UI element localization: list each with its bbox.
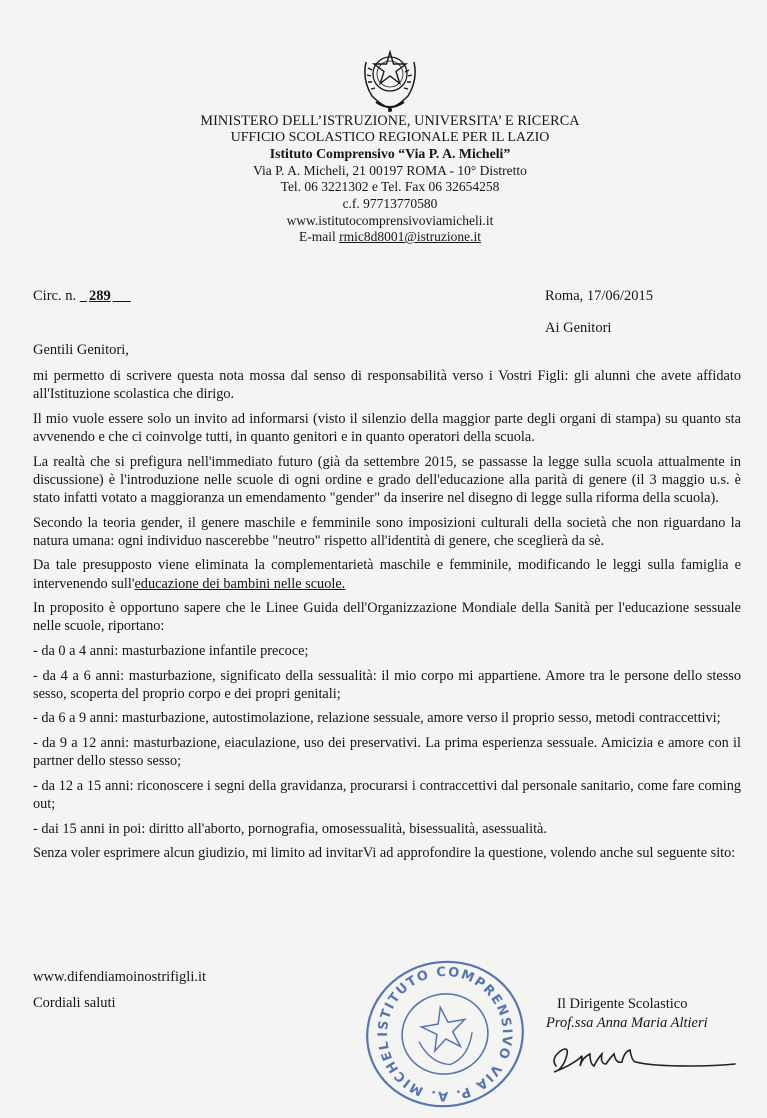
circular-label: Circ. n. <box>33 288 77 304</box>
referenced-website: www.difendiamoinostrifigli.it <box>33 969 207 985</box>
paragraph: In proposito è opportuno sapere che le Linee Guida dell'Organizzazione Mondiale della Sanità per l'educazione sessuale nelle scuole, riportano: <box>33 600 741 635</box>
greeting: Gentili Genitori, <box>33 342 129 358</box>
recipient: Ai Genitori <box>545 320 612 336</box>
email-address: rmic8d8001@istruzione.it <box>339 229 481 245</box>
school-website: www.istitutocomprensivoviamicheli.it <box>286 212 494 228</box>
ministry-name: MINISTERO DELL’ISTRUZIONE, UNIVERSITA’ E RICERCA <box>200 113 580 129</box>
age-item: - da 4 a 6 anni: masturbazione, significato della sessualità: il mio corpo mi appartiene. Amore tra le persone dello stesso sesso, scoperta del proprio corpo e dei propri genitali; <box>33 667 741 702</box>
place-date: Roma, 17/06/2015 <box>545 288 653 304</box>
paragraph: Il mio vuole essere solo un invito ad informarsi (visto il silenzio della maggior parte degli organi di stampa) su quanto sta avvenendo e che ci coinvolge tutti, in quanto genitori e in quanto operatori della scuola. <box>33 410 741 445</box>
regional-office: UFFICIO SCOLASTICO REGIONALE PER IL LAZIO <box>230 129 550 145</box>
svg-text:ISTITUTO COMPRENSIVO VIA P. A.: ISTITUTO COMPRENSIVO VIA P. A. MICHELI <box>375 964 515 1104</box>
school-name: Istituto Comprensivo “Via P. A. Micheli” <box>269 146 511 162</box>
signatory-name: Prof.ssa Anna Maria Altieri <box>546 1015 708 1031</box>
age-item: - da 0 a 4 anni: masturbazione infantile precoce; <box>33 642 309 659</box>
email-label: E-mail <box>299 229 340 245</box>
age-item: - da 6 a 9 anni: masturbazione, autostimolazione, relazione sessuale, amore verso il proprio sesso, metodi contraccettivi; <box>33 710 721 727</box>
underlined-phrase: educazione dei bambini nelle scuole. <box>134 575 346 592</box>
circular-number <box>33 288 131 305</box>
paragraph: Senza voler esprimere alcun giudizio, mi limito ad invitarVi ad approfondire la questione, volendo anche sul seguente sito: <box>33 845 736 862</box>
age-item: - da 9 a 12 anni: masturbazione, eiaculazione, uso dei preservativi. La prima esperienza sessuale. Amicizia e amore con il partner dello stesso sesso; <box>33 734 741 770</box>
school-stamp-icon <box>356 955 534 1113</box>
school-email <box>150 229 630 246</box>
paragraph <box>33 556 741 592</box>
school-phone: Tel. 06 3221302 e Tel. Fax 06 32654258 <box>280 179 500 195</box>
circular-number-value: 289 <box>88 288 111 304</box>
letterhead <box>150 113 630 246</box>
handwritten-signature-icon <box>540 1036 740 1086</box>
age-item: - da 12 a 15 anni: riconoscere i segni della gravidanza, procurarsi i contraccettivi dal personale sanitario, come fare coming out; <box>33 777 741 812</box>
paragraph: mi permetto di scrivere questa nota mossa dal senso di responsabilità verso i Vostri Figli: gli alunni che avete affidato all'Istituzione scolastica che dirigo. <box>33 368 741 403</box>
signatory-role: Il Dirigente Scolastico <box>557 996 688 1012</box>
tax-code: c.f. 97713770580 <box>342 195 438 211</box>
closing: Cordiali saluti <box>33 995 116 1011</box>
republic-emblem-icon <box>356 44 424 116</box>
school-address: Via P. A. Micheli, 21 00197 ROMA - 10° Distretto <box>253 162 527 178</box>
paragraph: La realtà che si prefigura nell'immediato futuro (già da settembre 2015, se passasse la legge sulla scuola attualmente in discussione) è l'introduzione nelle scuole di ogni ordine e grado dell'educazione alla parità di genere (il 3 maggio u.s. è stato infatti votato a maggioranza un emendamento "gender" da inserire nel disegno di legge sulla riforma della scuola). <box>33 453 741 506</box>
letter-body <box>33 367 741 869</box>
paragraph-text: Da tale presupposto viene eliminata la complementarietà maschile e femminile, modificando le leggi sulla famiglia e intervenendo sull' <box>33 557 741 592</box>
age-item: - dai 15 anni in poi: diritto all'aborto, pornografia, omosessualità, bisessualità, asessualità. <box>33 820 547 837</box>
paragraph: Secondo la teoria gender, il genere maschile e femminile sono imposizioni culturali della società che non riguardano la natura umana: ogni individuo nascerebbe "neutro" rispetto all'identità di genere, che sceglierà da sè. <box>33 514 741 549</box>
